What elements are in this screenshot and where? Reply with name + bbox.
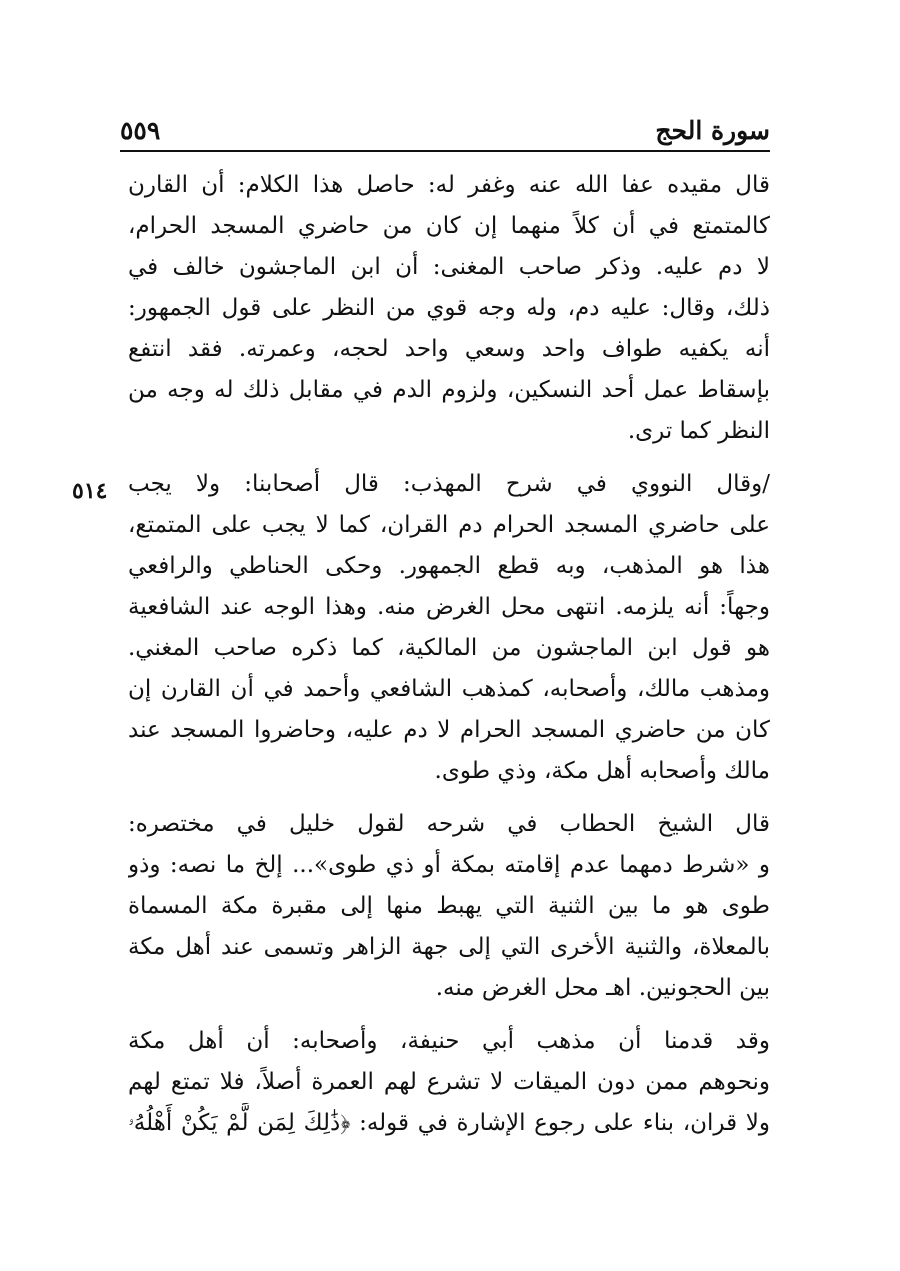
text-line: هو قول ابن الماجشون من المالكية، كما ذكره صاحب المغني. bbox=[128, 635, 770, 661]
text-line: مالك وأصحابه أهل مكة، وذي طوى. bbox=[434, 758, 770, 784]
page-body bbox=[128, 165, 770, 1144]
text-line: لا دم عليه. وذكر صاحب المغنى: أن ابن الماجشون خالف في bbox=[128, 254, 770, 280]
text-line: بين الحجونين. اهـ محل الغرض منه. bbox=[435, 975, 770, 1001]
text-line: على حاضري المسجد الحرام دم القران، كما لا يجب على المتمتع، bbox=[128, 512, 770, 538]
text-line: ونحوهم ممن دون الميقات لا تشرع لهم العمرة أصلاً، فلا تمتع لهم bbox=[128, 1069, 770, 1095]
text-line: ومذهب مالك، وأصحابه، كمذهب الشافعي وأحمد في أن القارن إن bbox=[128, 676, 770, 702]
paragraph-3 bbox=[128, 804, 770, 1009]
paragraph-2 bbox=[128, 464, 770, 792]
text-line: قال مقيده عفا الله عنه وغفر له: حاصل هذا الكلام: أن القارن bbox=[128, 172, 770, 198]
text-line: كالمتمتع في أن كلاً منهما إن كان من حاضري المسجد الحرام، bbox=[128, 213, 770, 239]
paragraph-1 bbox=[128, 165, 770, 452]
page-header bbox=[120, 110, 770, 152]
text-line: النظر كما ترى. bbox=[627, 418, 770, 444]
margin-page-marker: ٥١٤ bbox=[72, 478, 108, 504]
text-line: ولا قران، بناء على رجوع الإشارة في قوله: ﴿ذَٰلِكَ لِمَن لَّمْ يَكُنْ أَهْلُهُۥ bbox=[128, 1110, 770, 1136]
text-line: /وقال النووي في شرح المهذب: قال أصحابنا: ولا يجب bbox=[128, 471, 770, 497]
text-line: طوى هو ما بين الثنية التي يهبط منها إلى مقبرة مكة المسماة bbox=[128, 893, 770, 919]
page-number: ٥٥٩ bbox=[120, 116, 161, 145]
text-line: هذا هو المذهب، وبه قطع الجمهور. وحكى الحناطي والرافعي bbox=[128, 553, 770, 579]
text-line: ذلك، وقال: عليه دم، وله وجه قوي من النظر على قول الجمهور: bbox=[128, 295, 770, 321]
text-line: أنه يكفيه طواف واحد وسعي واحد لحجه، وعمرته. فقد انتفع bbox=[128, 336, 770, 362]
paragraph-4 bbox=[128, 1021, 770, 1144]
text-line: و «شرط دمهما عدم إقامته بمكة أو ذي طوى»... إلخ ما نصه: وذو bbox=[128, 852, 770, 878]
text-line: قال الشيخ الحطاب في شرحه لقول خليل في مختصره: bbox=[128, 811, 770, 837]
sura-title: سورة الحج bbox=[655, 116, 770, 145]
text-line: وجهاً: أنه يلزمه. انتهى محل الغرض منه. وهذا الوجه عند الشافعية bbox=[128, 594, 770, 620]
text-line: وقد قدمنا أن مذهب أبي حنيفة، وأصحابه: أن أهل مكة bbox=[128, 1028, 770, 1054]
text-line: كان من حاضري المسجد الحرام لا دم عليه، وحاضروا المسجد عند bbox=[128, 717, 770, 743]
text-line: بالمعلاة، والثنية الأخرى التي إلى جهة الزاهر وتسمى عند أهل مكة bbox=[128, 934, 770, 960]
text-line: بإسقاط عمل أحد النسكين، ولزوم الدم في مقابل ذلك له وجه من bbox=[128, 377, 770, 403]
